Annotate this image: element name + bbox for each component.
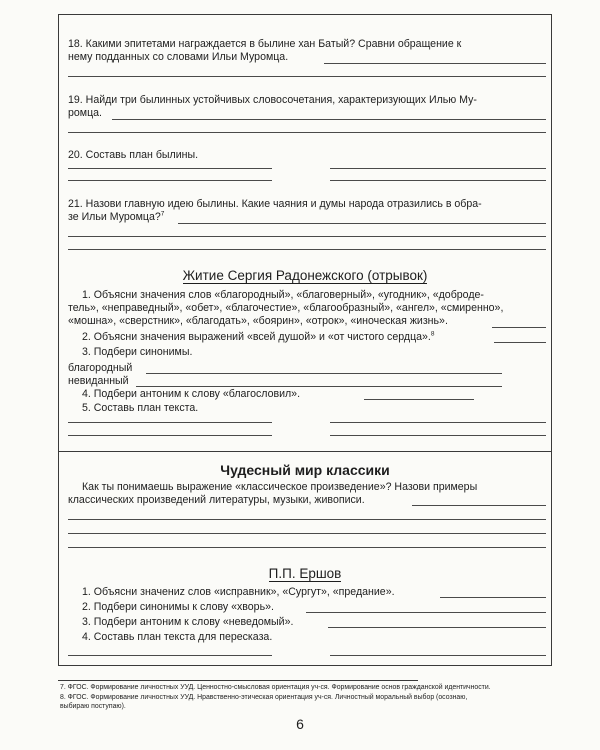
question-19	[68, 94, 548, 120]
synonym-word: невиданный	[68, 375, 129, 387]
synonym-word: благородный	[68, 362, 133, 374]
answer-line[interactable]	[324, 63, 546, 64]
answer-line[interactable]	[68, 547, 546, 548]
task-line: 3. Подбери синонимы.	[82, 346, 193, 358]
task-line: 4. Составь план текста для пересказа.	[82, 631, 273, 643]
answer-line[interactable]	[68, 168, 272, 169]
answer-line[interactable]	[328, 627, 546, 628]
section-title: Житие Сергия Радонежского (отрывок)	[182, 268, 428, 283]
question-21-line-2: зе Ильи Муромца?	[68, 211, 161, 223]
answer-line[interactable]	[364, 399, 474, 400]
answer-line[interactable]	[68, 519, 546, 520]
answer-line[interactable]	[412, 505, 546, 506]
answer-line[interactable]	[330, 655, 546, 656]
answer-line[interactable]	[68, 76, 546, 77]
question-18-line-2: нему подданных со словами Ильи Муромца.	[68, 51, 289, 63]
question-18	[68, 38, 548, 64]
answer-line[interactable]	[494, 342, 546, 343]
footnote-rule	[58, 680, 418, 681]
footnote-8-line-1: 8. ФГОС. Формирование личностных УУД. Нравственно-этическая ориентация уч-ся. Личностный моральный выбор (осознаю,	[60, 694, 468, 701]
answer-line[interactable]	[440, 597, 546, 598]
task-line: 2. Подбери синонимы к слову «хворь».	[82, 601, 274, 613]
footnote-7: 7. ФГОС. Формирование личностных УУД. Ценностно-смысловая ориентация уч-ся. Формирование основ гражданской идентичности.	[60, 684, 491, 691]
answer-line[interactable]	[68, 236, 546, 237]
answer-line[interactable]	[68, 422, 272, 423]
answer-line[interactable]	[330, 435, 546, 436]
task-line: 3. Подбери антоним к слову «неведомый».	[82, 616, 294, 628]
page-number: 6	[296, 716, 304, 732]
task-line: тель», «неправедный», «обет», «благочестие», «благообразный», «ангел», «смиренно»,	[68, 302, 504, 314]
answer-line[interactable]	[112, 119, 546, 120]
answer-line[interactable]	[68, 435, 272, 436]
task-line: «мошна», «сверстник», «благодать», «боярин», «отрок», «иноческая жизнь».	[68, 315, 448, 327]
answer-line[interactable]	[136, 386, 502, 387]
task-4-ershov	[68, 631, 548, 644]
answer-line[interactable]	[68, 180, 272, 181]
question-21	[68, 198, 548, 224]
task-line: Как ты понимаешь выражение «классическое произведение»? Назови примеры	[82, 481, 478, 493]
question-19-line-2: ромца.	[68, 107, 102, 119]
answer-line[interactable]	[330, 168, 546, 169]
task-line: 5. Составь план текста.	[82, 402, 199, 414]
answer-line[interactable]	[68, 533, 546, 534]
answer-line[interactable]	[68, 132, 546, 133]
answer-line[interactable]	[306, 612, 546, 613]
answer-line[interactable]	[68, 249, 546, 250]
question-20	[68, 149, 548, 162]
task-line: 4. Подбери антоним к слову «благословил».	[82, 388, 301, 400]
task-3-sergius	[68, 346, 548, 359]
question-20-text: 20. Составь план былины.	[68, 149, 199, 161]
task-1-sergius	[68, 289, 548, 328]
section-title: Чудесный мир классики	[220, 462, 390, 478]
task-line: 2. Объясни значения выражений «всей душой» и «от чистого сердца».	[82, 331, 431, 343]
frame-divider	[58, 451, 552, 452]
task-5-sergius	[68, 402, 548, 415]
section-title: П.П. Ершов	[268, 566, 342, 581]
answer-line[interactable]	[178, 223, 546, 224]
answer-line[interactable]	[68, 655, 272, 656]
footnote-marker: 8	[430, 330, 435, 338]
footnote-8	[60, 694, 552, 711]
question-21-line-1: 21. Назови главную идею былины. Какие чаяния и думы народа отразились в обра-	[68, 198, 482, 210]
section-heading-sergius	[58, 268, 552, 284]
task-4-sergius	[68, 388, 548, 401]
task-line: классических произведений литературы, музыки, живописи.	[68, 494, 365, 506]
task-line: 1. Объясни значениz слов «исправник», «Сургут», «предание».	[82, 586, 395, 598]
section-heading-ershov	[58, 566, 552, 582]
question-18-line-1: 18. Какими эпитетами награждается в былине хан Батый? Сравни обращение к	[68, 38, 462, 50]
task-line: 1. Объясни значения слов «благородный», «благоверный», «угодник», «доброде-	[82, 289, 484, 301]
answer-line[interactable]	[492, 327, 546, 328]
footnote-8-line-2: выбираю поступаю).	[60, 702, 126, 710]
footnote-marker: 7	[160, 210, 165, 218]
answer-line[interactable]	[330, 422, 546, 423]
task-2-sergius	[68, 331, 548, 344]
answer-line[interactable]	[146, 373, 502, 374]
task-classics	[68, 481, 548, 507]
answer-line[interactable]	[330, 180, 546, 181]
section-heading-classics	[58, 462, 552, 478]
question-19-line-1: 19. Найди три былинных устойчивых словосочетания, характеризующих Илью Му-	[68, 94, 477, 106]
